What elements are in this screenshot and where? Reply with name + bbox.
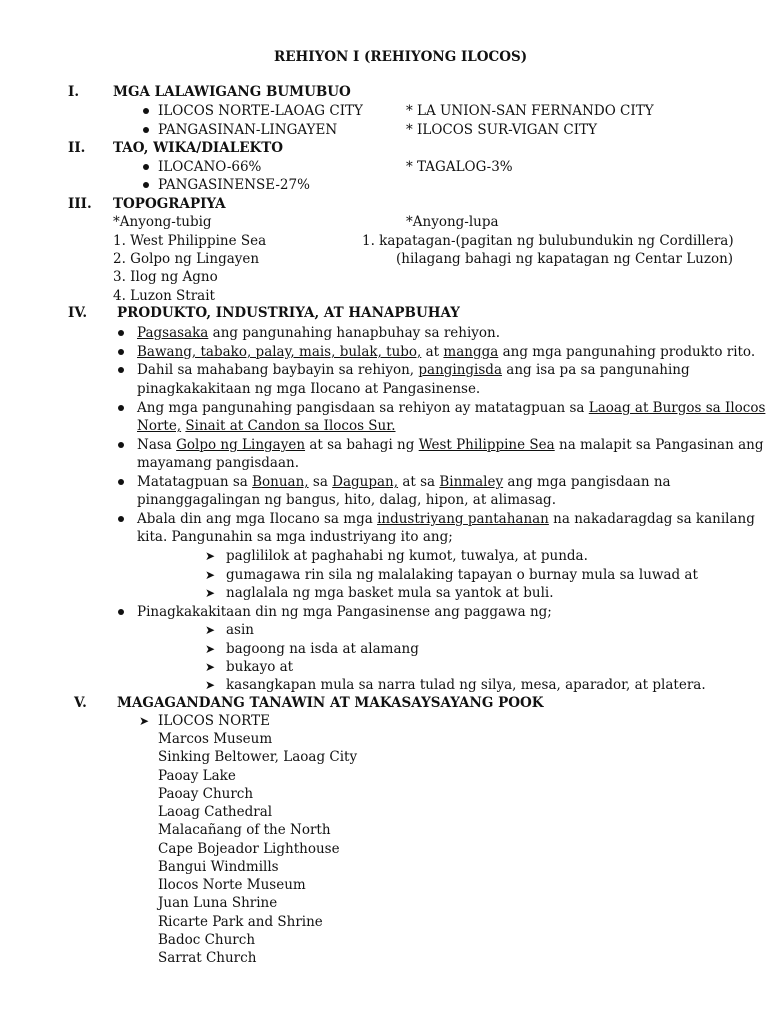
bullet-dot-icon (118, 479, 124, 485)
paragraph-line: pinagkakakitaan ng mga Ilocano at Pangasinense. (137, 381, 481, 397)
section-1-number: I. (68, 84, 80, 100)
tourist-spot-item: Sarrat Church (158, 950, 257, 966)
section-4-heading: PRODUKTO, INDUSTRIYA, AT HANAPBUHAY (117, 305, 460, 321)
tourist-spot-item: Ilocos Norte Museum (158, 877, 306, 893)
bullet-dot-icon (118, 442, 124, 448)
bullet-dot-icon (118, 609, 124, 615)
body-of-water-item: 1. West Philippine Sea (113, 233, 267, 249)
section-1-heading: MGA LALAWIGANG BUMUBUO (113, 84, 351, 100)
paragraph-line: Bawang, tabako, palay, mais, bulak, tubo, at mangga ang mga pangunahing produkto rito. (137, 344, 756, 360)
arrowhead-bullet-icon: ➤ (205, 623, 216, 637)
language-item: PANGASINENSE-27% (158, 177, 310, 193)
language-item: ILOCANO-66% (158, 159, 262, 175)
tourist-spot-item: Cape Bojeador Lighthouse (158, 840, 340, 857)
paragraph-line: kita. Pangunahin sa mga industriyang ito ang; (137, 529, 453, 545)
paragraph-line: Dahil sa mahabang baybayin sa rehiyon, pangingisda ang isa pa sa pangunahing (137, 362, 690, 378)
anyong-lupa-heading: *Anyong-lupa (406, 214, 499, 230)
section-2-heading: TAO, WIKA/DIALEKTO (113, 140, 284, 156)
paragraph-line: Norte, Sinait at Candon sa Ilocos Sur. (137, 418, 396, 434)
sub-list-item: kasangkapan mula sa narra tulad ng silya, mesa, aparador, at platera. (226, 677, 706, 693)
paragraph-line: Nasa Golpo ng Lingayen at sa bahagi ng West Philippine Sea na malapit sa Pangasinan ang (137, 437, 764, 453)
bullet-dot-icon (118, 516, 124, 522)
tourist-spot-item: Ricarte Park and Shrine (158, 913, 323, 930)
paragraph-line: Abala din ang mga Ilocano sa mga industriyang pantahanan na nakadaragdag sa kanilang (137, 511, 755, 527)
landform-item-continued: (hilagang bahagi ng kapatagan ng Centar Luzon) (396, 251, 734, 267)
arrowhead-bullet-icon: ➤ (205, 678, 216, 692)
tourist-spot-item: Bangui Windmills (158, 858, 279, 875)
landform-item: 1. kapatagan-(pagitan ng bulubundukin ng Cordillera) (362, 233, 734, 249)
bullet-dot-icon (143, 127, 149, 133)
paragraph-line: Ang mga pangunahing pangisdaan sa rehiyon ay matatagpuan sa Laoag at Burgos sa Ilocos (137, 400, 766, 416)
sub-list-item: naglalala ng mga basket mula sa yantok at buli. (226, 585, 554, 601)
section-2-number: II. (68, 140, 86, 156)
section-5-heading: MAGAGANDANG TANAWIN AT MAKASAYSAYANG POOK (117, 695, 544, 711)
anyong-tubig-heading: *Anyong-tubig (113, 214, 212, 230)
section-3-number: III. (68, 196, 92, 212)
body-of-water-item: 2. Golpo ng Lingayen (113, 251, 260, 267)
tourist-spot-item: Paoay Lake (158, 767, 236, 784)
paragraph-line: Matatagpuan sa Bonuan, sa Dagupan, at sa Binmaley ang mga pangisdaan na (137, 474, 671, 490)
province-item: PANGASINAN-LINGAYEN (158, 122, 338, 138)
paragraph-line: Pagsasaka ang pangunahing hanapbuhay sa rehiyon. (137, 325, 501, 341)
sub-list-item: paglililok at paghahabi ng kumot, tuwalya, at punda. (226, 548, 588, 564)
paragraph-line: Pinagkakakitaan din ng mga Pangasinense ang paggawa ng; (137, 604, 552, 620)
bullet-dot-icon (143, 182, 149, 188)
page-title: REHIYON I (REHIYONG ILOCOS) (274, 49, 528, 65)
arrowhead-bullet-icon: ➤ (205, 549, 216, 563)
sub-list-item: bagoong na isda at alamang (226, 641, 419, 657)
tourist-spot-item: Sinking Beltower, Laoag City (158, 749, 358, 766)
arrowhead-bullet-icon: ➤ (205, 568, 216, 582)
language-item: * TAGALOG-3% (406, 159, 513, 175)
bullet-dot-icon (143, 108, 149, 114)
arrowhead-bullet-icon: ➤ (139, 714, 150, 728)
arrowhead-bullet-icon: ➤ (205, 586, 216, 600)
province-item: ILOCOS NORTE-LAOAG CITY (158, 103, 363, 119)
province-item: * LA UNION-SAN FERNANDO CITY (406, 103, 654, 119)
bullet-dot-icon (118, 330, 124, 336)
section-3-heading: TOPOGRAPIYA (113, 196, 226, 212)
province-subheading: ILOCOS NORTE (158, 713, 270, 729)
paragraph-line: pinanggagalingan ng bangus, hito, dalag, hipon, at alimasag. (137, 492, 556, 508)
paragraph-line: mayamang pangisdaan. (137, 455, 299, 471)
arrowhead-bullet-icon: ➤ (205, 660, 216, 674)
arrowhead-bullet-icon: ➤ (205, 642, 216, 656)
sub-list-item: asin (226, 622, 254, 638)
bullet-dot-icon (118, 349, 124, 355)
bullet-dot-icon (118, 367, 124, 373)
section-4-number: IV. (68, 305, 88, 321)
bullet-dot-icon (118, 405, 124, 411)
tourist-spot-item: Badoc Church (158, 931, 256, 948)
body-of-water-item: 3. Ilog ng Agno (113, 269, 218, 285)
body-of-water-item: 4. Luzon Strait (113, 288, 215, 304)
sub-list-item: gumagawa rin sila ng malalaking tapayan o burnay mula sa luwad at (226, 567, 698, 583)
tourist-spot-item: Paoay Church (158, 785, 254, 802)
tourist-spot-item: Marcos Museum (158, 731, 273, 747)
tourist-spot-item: Juan Luna Shrine (158, 895, 278, 912)
section-5-number: V. (74, 695, 87, 711)
province-item: * ILOCOS SUR-VIGAN CITY (406, 122, 598, 138)
sub-list-item: bukayo at (226, 659, 294, 675)
tourist-spot-item: Malacañang of the North (158, 822, 331, 839)
tourist-spot-item: Laoag Cathedral (158, 804, 273, 820)
bullet-dot-icon (143, 164, 149, 170)
